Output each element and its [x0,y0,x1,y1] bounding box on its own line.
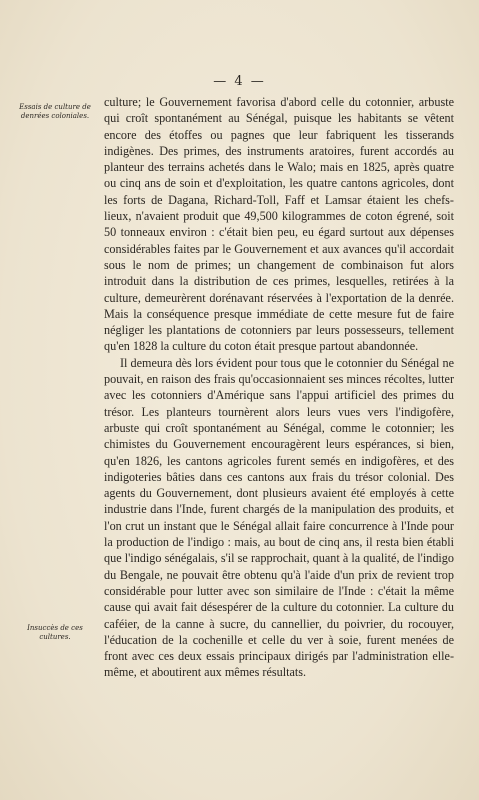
body-text [104,94,454,681]
margin-note-insucces: Insuccès de ces cultures. [27,624,83,641]
page-number: — 4 — [213,74,266,89]
paragraph: culture; le Gouvernement favorisa d'abord celle du cotonnier, arbuste qui croît spontanément au Sénégal, puisque les habitants se vêtent encore des étoffes ou pagnes que leur fabriquent les tisserands indigènes. Des primes, des instruments aratoires, furent accordés au planteur des terrains achetés dans le Walo; mais en 1825, après quatre ou cinq ans de soin et d'exploitation, les quatre cantons agricoles, dont les forts de Dagana, Richard-Toll, Faff et Lamsar étaient les chefs-lieux, n'avaient produit que 49,500 kilogrammes de coton égrené, soit 50 tonneaux environ : c'était bien peu, eu égard surtout aux dépenses considérables faites par le Gouvernement et aux avances qu'il accordait sous le nom de primes; un changement de combinaison fut alors introduit dans la distribution de ces primes, lesquelles, retirées à la culture, demeurèrent dorénavant réservées à l'exportation de la denrée. Mais la conséquence presque immédiate de cette mesure fut de faire négliger les plantations de cotonniers par leurs possesseurs, tellement qu'en 1828 la culture du coton était presque partout abandonnée. [104,95,454,354]
margin-note-cultures: Essais de culture de denrées coloniales. [19,103,91,120]
paragraph: Il demeura dès lors évident pour tous que le cotonnier du Sénégal ne pouvait, en raison des frais qu'occasionnaient ses minces récoltes, lutter avec les cotonniers d'Amérique sans l'appui artificiel des primes du trésor. Les planteurs tournèrent alors leurs vues vers l'indigofère, arbuste qui croît spontanément au Sénégal, comme le cotonnier; les chimistes du Gouvernement encouragèrent leurs espérances, si bien, qu'en 1826, les cantons agricoles furent semés en indigofères, et des indigoteries bâties dans ces cantons aux frais du trésor colonial. Des agents du Gouvernement, dont plusieurs avaient été employés à cette industrie dans l'Inde, furent chargés de la manipulation des produits, et l'on crut un instant que le Sénégal allait faire concurrence à l'Inde pour la production de l'indigo : mais, au bout de cinq ans, il resta bien établi que l'indigo sénégalais, s'il se rapprochait, quant à la qualité, de l'indigo du Bengale, ne pouvait être obtenu qu'à l'aide d'un prix de revient trop considérable pour lutter avec son similaire de l'Inde : c'était la même cause qui avait fait désespérer de la culture du cotonnier. La culture du caféier, de la canne à sucre, du cannellier, du poivrier, du rocouyer, l'éducation de la cochenille et celle du ver à soie, furent menées de front avec ces deux essais principaux dirigés par l'administration elle-même, et aboutirent aux mêmes résultats. [104,355,454,680]
